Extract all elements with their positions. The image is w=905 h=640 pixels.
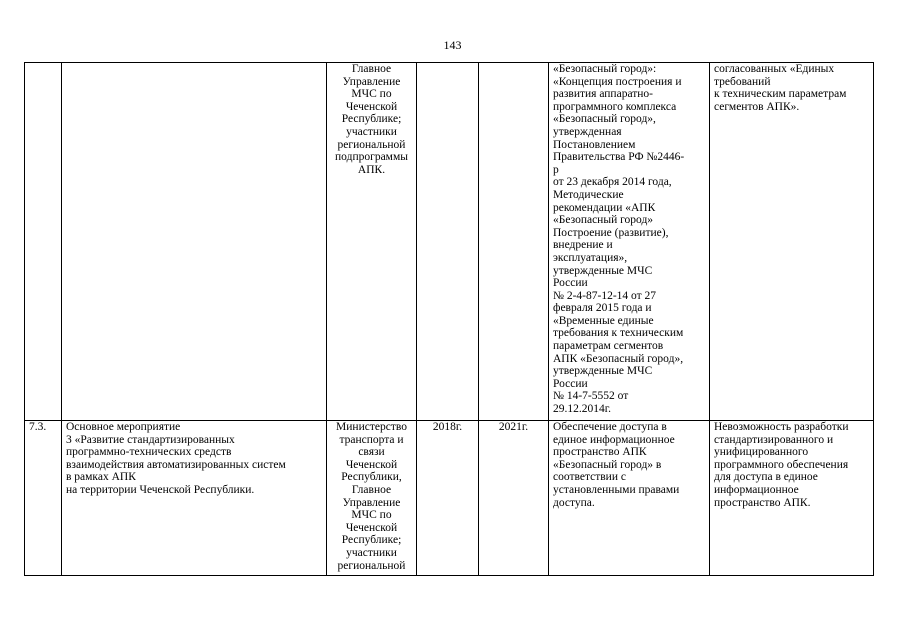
result-cell: «Безопасный город»: «Концепция построения и развития аппаратно- программного комплекса «Безопасный город», утвержденная Постановлением Правительства РФ №2446- р от 23 декабря 2014 года, Методические рекомендации «АПК «Безопасный город» Построение (развитие), внедрение и эксплуатация», утвержденные МЧС России № 2-4-87-12-14 от 27 февраля 2015 года и «Временные единые требования к техническим параметрам сегментов АПК «Безопасный город», утвержденные МЧС России № 14-7-5552 от 29.12.2014г. xyxy=(549,63,710,421)
table-row xyxy=(25,421,874,576)
event-cell: Основное мероприятие 3 «Развитие стандартизированных программно-технических средств взаимодействия автоматизированных систем в рамках АПК на территории Чеченской Республики. xyxy=(62,421,327,576)
table-row xyxy=(25,63,874,421)
executors-cell: Главное Управление МЧС по Чеченской Республике; участники региональной подпрограммы АПК. xyxy=(327,63,417,421)
end-year-cell xyxy=(479,63,549,421)
row-number-cell xyxy=(25,63,62,421)
row-number-cell: 7.3. xyxy=(25,421,62,576)
page-number: 143 xyxy=(443,38,462,52)
end-year-cell: 2021г. xyxy=(479,421,549,576)
executors-cell: Министерство транспорта и связи Чеченской Республики, Главное Управление МЧС по Чеченской Республике; участники региональной xyxy=(327,421,417,576)
event-cell xyxy=(62,63,327,421)
start-year-cell xyxy=(417,63,479,421)
consequences-cell: согласованных «Единых требований к техническим параметрам сегментов АПК». xyxy=(710,63,874,421)
plan-table xyxy=(24,62,874,576)
start-year-cell: 2018г. xyxy=(417,421,479,576)
result-cell: Обеспечение доступа в единое информационное пространство АПК «Безопасный город» в соответствии с установленными правами доступа. xyxy=(549,421,710,576)
consequences-cell: Невозможность разработки стандартизированного и унифицированного программного обеспечения для доступа в единое информационное пространство АПК. xyxy=(710,421,874,576)
